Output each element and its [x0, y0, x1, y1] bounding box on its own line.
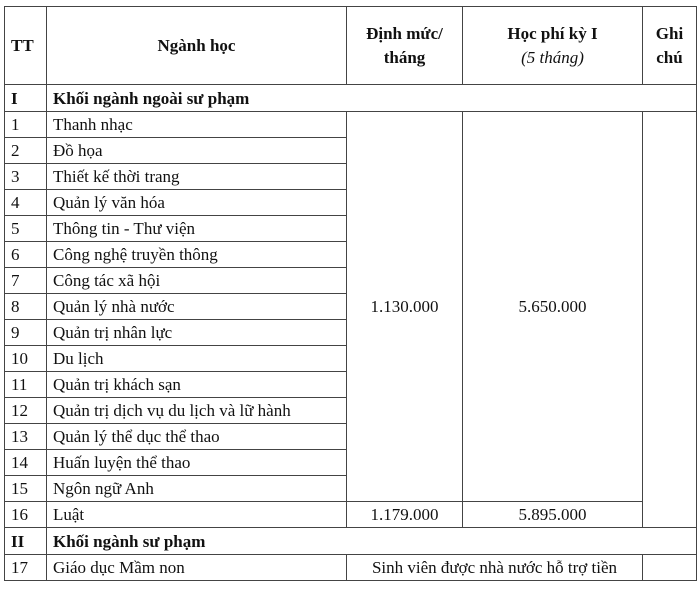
table-header-row: [5, 7, 697, 85]
row-number: 7: [5, 268, 47, 294]
section-title: Khối ngành ngoài sư phạm: [47, 85, 697, 112]
section-row-1: [5, 85, 697, 112]
header-fee-line2: (5 tháng): [521, 47, 584, 67]
row-major: Quản trị dịch vụ du lịch và lữ hành: [47, 398, 347, 424]
section-title: Khối ngành sư phạm: [47, 528, 697, 555]
row-number: 1: [5, 112, 47, 138]
row-major: Công nghệ truyền thông: [47, 242, 347, 268]
row-major: Ngôn ngữ Anh: [47, 476, 347, 502]
row16-fee: 5.895.000: [463, 502, 643, 528]
row-number: 6: [5, 242, 47, 268]
table-row-17: [5, 555, 697, 581]
header-tt: TT: [5, 7, 47, 85]
row-number: 12: [5, 398, 47, 424]
row-major: Thông tin - Thư viện: [47, 216, 347, 242]
row-number: 8: [5, 294, 47, 320]
row-major: Công tác xã hội: [47, 268, 347, 294]
group1-rate: 1.130.000: [347, 112, 463, 502]
row-number: 16: [5, 502, 47, 528]
row-major: Đồ họa: [47, 138, 347, 164]
row-major: Quản trị khách sạn: [47, 372, 347, 398]
row-number: 14: [5, 450, 47, 476]
row-number: 15: [5, 476, 47, 502]
header-rate-line2: tháng: [383, 47, 426, 67]
section-number: II: [5, 528, 47, 555]
header-note-line1: Ghi: [655, 23, 684, 43]
section-row-2: [5, 528, 697, 555]
row-major: Du lịch: [47, 346, 347, 372]
row-major: Thiết kế thời trang: [47, 164, 347, 190]
header-fee-line1: Học phí kỳ I: [507, 23, 598, 43]
table-row: [5, 112, 697, 138]
row-major: Luật: [47, 502, 347, 528]
row-major: Huấn luyện thể thao: [47, 450, 347, 476]
header-note: [643, 7, 697, 85]
header-rate: [347, 7, 463, 85]
row-number: 5: [5, 216, 47, 242]
row-major: Quản lý nhà nước: [47, 294, 347, 320]
row-number: 9: [5, 320, 47, 346]
header-note-line2: chú: [656, 47, 683, 67]
section-number: I: [5, 85, 47, 112]
row-number: 17: [5, 555, 47, 581]
row-major: Quản lý thể dục thể thao: [47, 424, 347, 450]
header-fee: [463, 7, 643, 85]
row-major: Quản lý văn hóa: [47, 190, 347, 216]
row16-rate: 1.179.000: [347, 502, 463, 528]
row-major: Thanh nhạc: [47, 112, 347, 138]
row-number: 3: [5, 164, 47, 190]
row-number: 2: [5, 138, 47, 164]
row-number: 11: [5, 372, 47, 398]
group1-note: [643, 112, 697, 528]
row17-extra: [643, 555, 697, 581]
header-major: Ngành học: [47, 7, 347, 85]
row-major: Quản trị nhân lực: [47, 320, 347, 346]
table-row-16: [5, 502, 697, 528]
row-number: 13: [5, 424, 47, 450]
row-number: 4: [5, 190, 47, 216]
header-rate-line1: Định mức/: [366, 23, 443, 43]
group1-fee: 5.650.000: [463, 112, 643, 502]
row17-note: Sinh viên được nhà nước hỗ trợ tiền: [347, 555, 643, 581]
tuition-table: [4, 6, 697, 581]
row-major: Giáo dục Mầm non: [47, 555, 347, 581]
row-number: 10: [5, 346, 47, 372]
